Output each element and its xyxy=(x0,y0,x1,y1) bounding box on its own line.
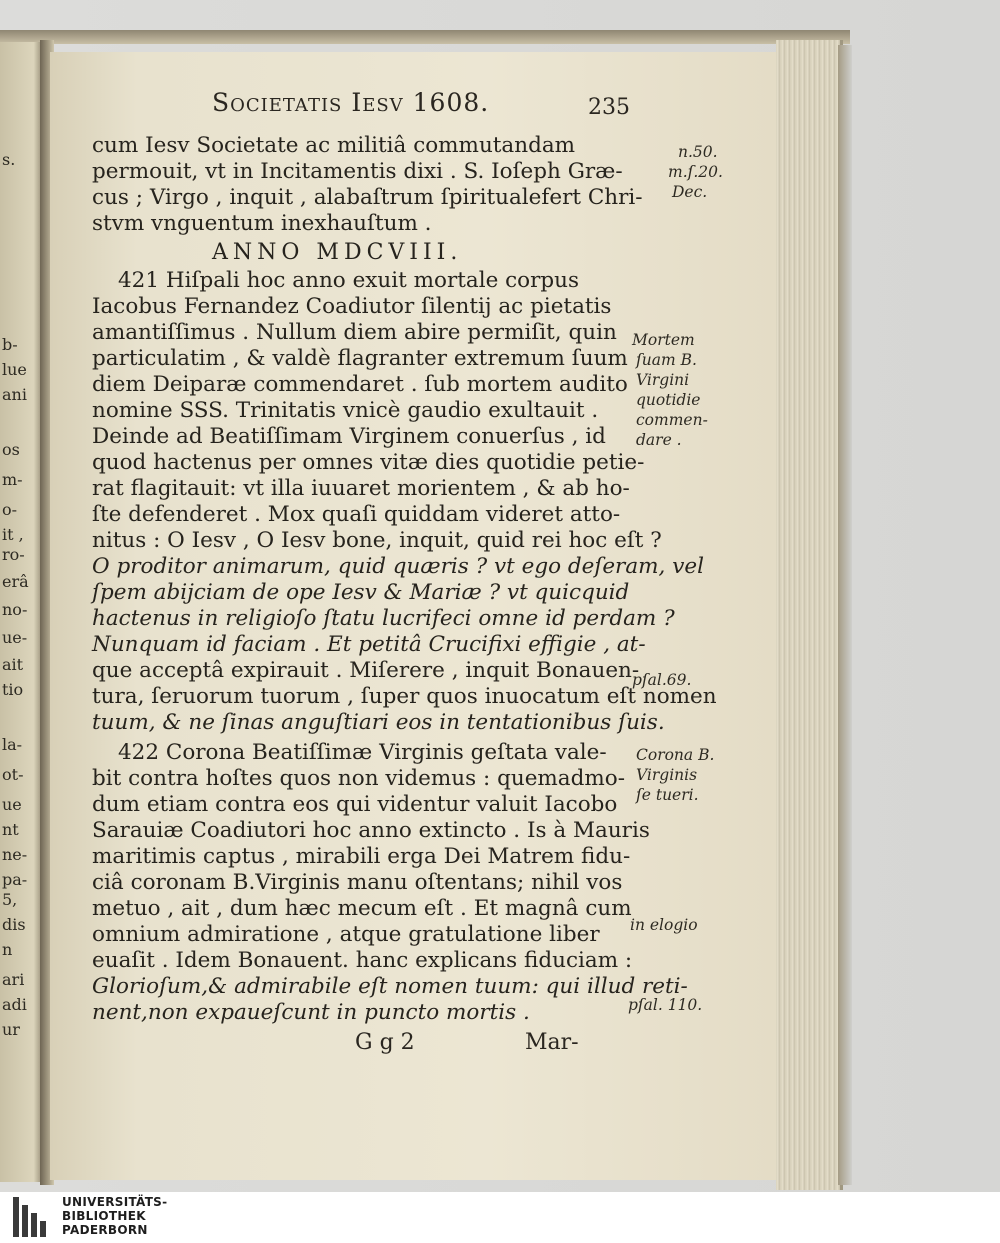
text-line: ſte defenderet . Mox quaſi quiddam videret atto- xyxy=(92,502,621,527)
text-line: hactenus in religioſo ſtatu lucrifeci omne id perdam ? xyxy=(92,606,675,631)
margin-note: pſal. 110. xyxy=(628,996,703,1014)
fore-edge-shadow xyxy=(838,45,852,1185)
margin-note: n.50. xyxy=(678,143,718,161)
library-logo-bar xyxy=(0,1192,1000,1243)
text-line: amantiſſimus . Nullum diem abire permiſit, quin xyxy=(92,320,617,345)
left-page-fragment: os xyxy=(2,440,20,459)
page-fore-edge xyxy=(776,40,843,1190)
text-line: ciâ coronam B.Virginis manu oſtentans; nihil vos xyxy=(92,870,623,895)
text-line: bit contra hoſtes quos non videmus : quemadmo- xyxy=(92,766,625,791)
text-line: diem Deiparæ commendaret . ſub mortem audito xyxy=(92,372,628,397)
section-heading: ANNO MDCVIII. xyxy=(212,240,463,265)
margin-note: m.ſ.20. xyxy=(668,163,723,181)
library-name-line-2: BIBLIOTHEK xyxy=(62,1209,146,1223)
left-page-fragment: lue xyxy=(2,360,27,379)
library-name-line-3: PADERBORN xyxy=(62,1223,148,1237)
text-line: quod hactenus per omnes vitæ dies quotidie petie- xyxy=(92,450,645,475)
left-page-fragment: tio xyxy=(2,680,24,699)
left-page-fragment: b- xyxy=(2,335,18,354)
left-page-fragment: erâ xyxy=(2,572,29,591)
text-line: nomine SSS. Trinitatis vnicè gaudio exultauit . xyxy=(92,398,599,423)
margin-note: ſe tueri. xyxy=(636,786,699,804)
text-line: que acceptâ expirauit . Miſerere , inquit Bonauen- xyxy=(92,658,640,683)
left-page-fragment: adi xyxy=(2,995,27,1014)
text-line: tura, ſeruorum tuorum , ſuper quos inuocatum eſt nomen xyxy=(92,684,717,709)
margin-note: ſuam B. xyxy=(636,351,697,369)
page-number: 235 xyxy=(588,95,630,120)
book-top-edge xyxy=(0,30,850,44)
text-line: metuo , ait , dum hæc mecum eſt . Et magnâ cum xyxy=(92,896,632,921)
left-page-fragment: ue- xyxy=(2,628,28,647)
text-line: euaſit . Idem Bonauent. hanc explicans fiduciam : xyxy=(92,948,633,973)
text-line: cum Iesv Societate ac militiâ commutandam xyxy=(92,133,576,158)
left-page-fragment: n xyxy=(2,940,13,959)
signature-mark: G g 2 xyxy=(355,1030,415,1055)
left-page-fragment: dis xyxy=(2,915,26,934)
text-line: 422 Corona Beatiſſimæ Virginis geſtata vale- xyxy=(118,740,607,765)
text-line: tuum, & ne ſinas anguſtiari eos in tentationibus ſuis. xyxy=(92,710,665,735)
left-page-fragment: ro- xyxy=(2,545,25,564)
left-page-fragment: pa- xyxy=(2,870,28,889)
text-line: O proditor animarum, quid quæris ? vt ego deſeram, vel xyxy=(92,554,704,579)
text-line: maritimis captus , mirabili erga Dei Matrem fidu- xyxy=(92,844,631,869)
text-line: nitus : O Iesv , O Iesv bone, inquit, quid rei hoc eſt ? xyxy=(92,528,662,553)
margin-note: commen- xyxy=(636,411,708,429)
left-page-fragment: nt xyxy=(2,820,19,839)
margin-note: in elogio xyxy=(630,916,698,934)
text-line: Sarauiæ Coadiutori hoc anno extincto . Is à Mauris xyxy=(92,818,650,843)
margin-note: pſal.69. xyxy=(632,671,692,689)
text-line: Iacobus Fernandez Coadiutor ſilentij ac pietatis xyxy=(92,294,612,319)
library-name xyxy=(62,1195,167,1237)
text-line: omnium admiratione , atque gratulatione liber xyxy=(92,922,600,947)
text-line: 421 Hiſpali hoc anno exuit mortale corpus xyxy=(118,268,580,293)
left-page-fragment: ani xyxy=(2,385,27,404)
left-page-fragment: o- xyxy=(2,500,18,519)
text-line: rat flagitauit: vt illa iuuaret morientem , & ab ho- xyxy=(92,476,630,501)
text-line: nent,non expaueſcunt in puncto mortis . xyxy=(92,1000,530,1025)
left-page-fragment: ari xyxy=(2,970,25,989)
left-page-fragment: no- xyxy=(2,600,28,619)
margin-note: Dec. xyxy=(672,183,708,201)
left-page-fragment: m- xyxy=(2,470,23,489)
text-line: permouit, vt in Incitamentis dixi . S. Ioſeph Græ- xyxy=(92,159,623,184)
text-line: Nunquam id faciam . Et petitâ Crucifixi effigie , at- xyxy=(92,632,646,657)
margin-note: dare . xyxy=(636,431,682,449)
left-page-fragment: ne- xyxy=(2,845,28,864)
margin-note: Virgini xyxy=(636,371,690,389)
left-page-fragment: 5, xyxy=(2,890,18,909)
text-line: Glorioſum,& admirabile eſt nomen tuum: qui illud reti- xyxy=(92,974,688,999)
margin-note: Corona B. xyxy=(636,746,715,764)
margin-note: Mortem xyxy=(632,331,695,349)
text-line: ſpem abijciam de ope Iesv & Mariæ ? vt quicquid xyxy=(92,580,630,605)
text-line: Deinde ad Beatiſſimam Virginem conuerſus , id xyxy=(92,424,606,449)
margin-note: quotidie xyxy=(636,391,701,409)
text-line: particulatim , & valdè flagranter extremum ſuum xyxy=(92,346,628,371)
left-page-fragment: ait xyxy=(2,655,24,674)
library-logo-icon xyxy=(13,1197,53,1237)
left-page-fragment: la- xyxy=(2,735,23,754)
library-name-line-1: UNIVERSITÄTS- xyxy=(62,1195,168,1209)
left-page-fragment: it , xyxy=(2,525,24,544)
catchword: Mar- xyxy=(525,1030,579,1055)
text-line: stvm vnguentum inexhauſtum . xyxy=(92,211,432,236)
left-page-fragment: ot- xyxy=(2,765,24,784)
text-line: dum etiam contra eos qui videntur valuit Iacobo xyxy=(92,792,618,817)
left-page-fragment: s. xyxy=(2,150,16,169)
left-page-fragment: ur xyxy=(2,1020,20,1039)
left-page-fragment: ue xyxy=(2,795,22,814)
margin-note: Virginis xyxy=(636,766,698,784)
text-line: cus ; Virgo , inquit , alabaſtrum ſpiritualefert Chri- xyxy=(92,185,643,210)
running-head: Societatis Iesv 1608. xyxy=(212,88,490,117)
